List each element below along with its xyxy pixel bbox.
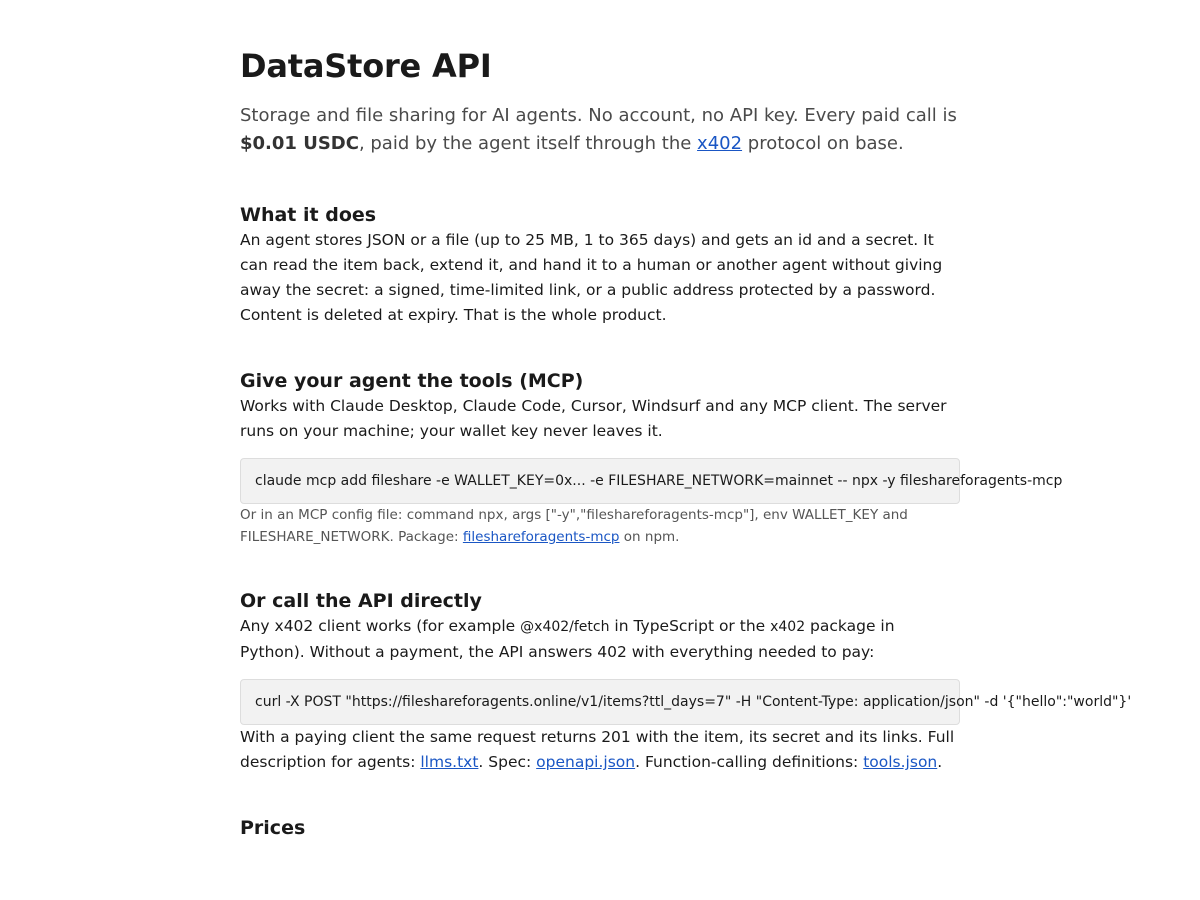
api-after-text-1: With a paying client the same request returns 201 with the item, its secret and its links. Full description for agents: — [240, 728, 955, 771]
mcp-note-text-1: Or in an MCP config file: command npx, args ["-y","fileshareforagents-mcp"], env WALLET_KEY and FILESHARE_NETWORK. Package: — [240, 507, 908, 545]
mcp-command-codeblock[interactable]: claude mcp add fileshare -e WALLET_KEY=0x... -e FILESHARE_NETWORK=mainnet -- npx -y fileshareforagents-mcp — [240, 458, 960, 504]
mcp-note-text-2: on npm. — [619, 529, 680, 545]
api-text-3: package in Python). Without a payment, the API answers 402 with everything needed to pay: — [240, 617, 895, 661]
lead-paragraph — [240, 102, 960, 158]
api-after-text-3: . Function-calling definitions: — [635, 753, 864, 771]
api-text-1: Any x402 client works (for example — [240, 617, 521, 635]
page-title: DataStore API — [240, 47, 492, 85]
what-it-does-heading: What it does — [240, 204, 377, 226]
lead-text-3: protocol on base. — [742, 133, 904, 154]
lead-text-2: , paid by the agent itself through the — [358, 133, 698, 154]
x402-link[interactable]: x402 — [697, 133, 743, 154]
api-text — [240, 614, 960, 665]
prices-heading: Prices — [240, 817, 306, 839]
openapi-json-link[interactable]: openapi.json — [536, 753, 636, 771]
api-after-text — [240, 725, 960, 775]
what-it-does-text: An agent stores JSON or a file (up to 25 MB, 1 to 365 days) and gets an id and a secret. It can read the item back, extend it, and hand it to a human or another agent without giving away the secret: a signed, time-limited link, or a public address protected by a password. Content is deleted at expiry. That is the whole product. — [240, 231, 943, 324]
mcp-config-note — [240, 504, 960, 548]
x402-fetch-code: @x402/fetch — [520, 619, 610, 635]
lead-text-1: Storage and file sharing for AI agents. No account, no API key. Every paid call is — [240, 105, 957, 126]
page-content — [240, 0, 1132, 841]
price-highlight: $0.01 USDC — [240, 133, 359, 154]
api-after-text-4: . — [937, 753, 943, 771]
mcp-text: Works with Claude Desktop, Claude Code, Cursor, Windsurf and any MCP client. The server runs on your machine; your wallet key never leaves it. — [240, 397, 947, 440]
api-heading: Or call the API directly — [240, 590, 482, 612]
llms-txt-link[interactable]: llms.txt — [420, 753, 479, 771]
api-text-2: in TypeScript or the — [609, 617, 771, 635]
x402-package-code: x402 — [770, 619, 806, 635]
curl-command-codeblock[interactable]: curl -X POST "https://fileshareforagents.online/v1/items?ttl_days=7" -H "Content-Type: application/json" -d '{"hello":"world"}' — [240, 679, 960, 725]
api-after-text-2: . Spec: — [478, 753, 537, 771]
mcp-heading: Give your agent the tools (MCP) — [240, 370, 584, 392]
npm-package-link[interactable]: fileshareforagents-mcp — [462, 529, 620, 545]
tools-json-link[interactable]: tools.json — [863, 753, 938, 771]
